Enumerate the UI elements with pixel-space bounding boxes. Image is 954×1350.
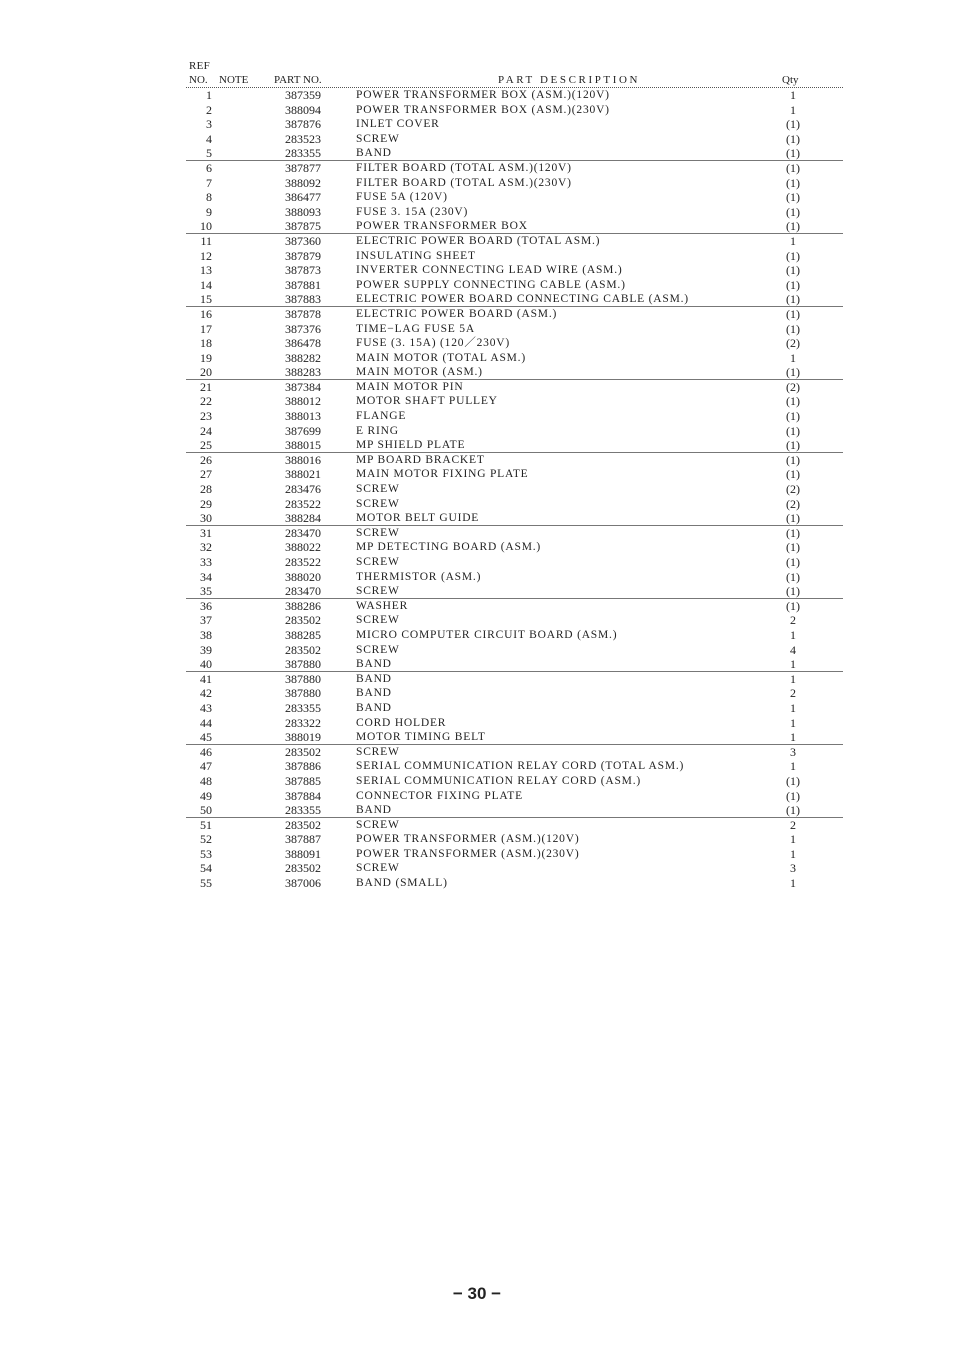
part-no-cell: 386478 [285, 336, 321, 351]
qty-cell: (1) [786, 292, 800, 307]
ref-cell: 13 [200, 263, 212, 278]
qty-cell: 2 [790, 686, 796, 701]
table-row [186, 176, 843, 191]
table-row [186, 132, 843, 147]
description-cell: WASHER [356, 599, 409, 612]
description-cell: CORD HOLDER [356, 716, 447, 729]
description-cell: SERIAL COMMUNICATION RELAY CORD (TOTAL ASM.) [356, 760, 685, 773]
part-no-cell: 283522 [285, 496, 321, 511]
description-cell: BAND (SMALL) [356, 877, 448, 890]
ref-cell: 8 [206, 190, 212, 205]
ref-cell: 54 [200, 861, 212, 876]
part-no-cell: 387884 [285, 788, 321, 803]
table-row [186, 613, 843, 628]
table-row [186, 570, 843, 585]
table-row [186, 803, 843, 818]
description-cell: POWER TRANSFORMER (ASM.)(230V) [356, 847, 580, 860]
part-no-cell: 283355 [285, 803, 321, 818]
qty-cell: 1 [790, 876, 796, 891]
description-cell: POWER TRANSFORMER (ASM.)(120V) [356, 833, 580, 846]
description-cell: FILTER BOARD (TOTAL ASM.)(120V) [356, 161, 572, 174]
part-no-cell: 387875 [285, 219, 321, 234]
table-row [186, 190, 843, 205]
part-no-cell: 388094 [285, 102, 321, 117]
table-row [186, 847, 843, 862]
ref-cell: 3 [206, 117, 212, 132]
qty-cell: 1 [790, 233, 796, 248]
table-row [186, 511, 843, 526]
table-row [186, 88, 843, 103]
description-cell: SCREW [356, 526, 400, 539]
part-no-cell: 283502 [285, 744, 321, 759]
description-cell: SCREW [356, 585, 400, 598]
ref-cell: 17 [200, 321, 212, 336]
ref-cell: 5 [206, 146, 212, 161]
qty-cell: (1) [786, 584, 800, 599]
qty-cell: (2) [786, 496, 800, 511]
ref-cell: 23 [200, 409, 212, 424]
qty-cell: (1) [786, 175, 800, 190]
part-no-cell: 387359 [285, 88, 321, 102]
part-no-cell: 388093 [285, 204, 321, 219]
qty-cell: (1) [786, 511, 800, 526]
table-row [186, 643, 843, 658]
table-row [186, 322, 843, 337]
ref-cell: 53 [200, 846, 212, 861]
qty-cell: 3 [790, 744, 796, 759]
table-row [186, 628, 843, 643]
qty-cell: 1 [790, 715, 796, 730]
description-cell: CONNECTOR FIXING PLATE [356, 789, 523, 802]
table-row [186, 453, 843, 468]
table-row [186, 774, 843, 789]
table-row [186, 672, 843, 687]
table-row [186, 263, 843, 278]
part-no-cell: 388022 [285, 540, 321, 555]
ref-cell: 51 [200, 817, 212, 832]
table-row [186, 234, 843, 249]
qty-cell: 1 [790, 102, 796, 117]
table-row [186, 686, 843, 701]
ref-cell: 31 [200, 525, 212, 540]
ref-cell: 15 [200, 292, 212, 307]
table-row [186, 424, 843, 439]
table-row [186, 103, 843, 118]
part-no-cell: 388015 [285, 438, 321, 453]
table-row [186, 730, 843, 745]
description-cell: ELECTRIC POWER BOARD (TOTAL ASM.) [356, 234, 601, 247]
ref-header-label: REF [189, 60, 211, 72]
part-no-cell: 283502 [285, 861, 321, 876]
qty-cell: 1 [790, 627, 796, 642]
description-cell: ELECTRIC POWER BOARD CONNECTING CABLE (ASM.) [356, 293, 689, 306]
ref-cell: 22 [200, 394, 212, 409]
description-cell: MP DETECTING BOARD (ASM.) [356, 541, 542, 554]
description-cell: MAIN MOTOR (ASM.) [356, 366, 483, 379]
qty-cell: (1) [786, 277, 800, 292]
part-no-cell: 387878 [285, 306, 321, 321]
part-no-cell: 387360 [285, 233, 321, 248]
qty-cell: (1) [786, 365, 800, 380]
ref-cell: 11 [200, 233, 212, 248]
qty-cell: 1 [790, 350, 796, 365]
description-cell: POWER TRANSFORMER BOX (ASM.)(120V) [356, 89, 610, 101]
qty-cell: (1) [786, 394, 800, 409]
qty-cell: (1) [786, 569, 800, 584]
qty-cell: (1) [786, 540, 800, 555]
part-no-cell: 387885 [285, 773, 321, 788]
ref-cell: 40 [200, 657, 212, 672]
part-no-cell: 387699 [285, 423, 321, 438]
no-column-header: NO. [189, 74, 208, 86]
qty-cell: (2) [786, 482, 800, 497]
qty-cell: (1) [786, 219, 800, 234]
ref-cell: 19 [200, 350, 212, 365]
qty-cell: 1 [790, 846, 796, 861]
table-row [186, 526, 843, 541]
part-no-cell: 283355 [285, 700, 321, 715]
ref-cell: 42 [200, 686, 212, 701]
description-cell: FUSE 3. 15A (230V) [356, 205, 469, 218]
part-no-cell: 283476 [285, 482, 321, 497]
description-cell: ELECTRIC POWER BOARD (ASM.) [356, 307, 558, 320]
note-column-header: NOTE [219, 74, 249, 86]
description-cell: SCREW [356, 483, 400, 496]
part-no-cell: 388013 [285, 409, 321, 424]
part-no-cell: 283470 [285, 525, 321, 540]
table-row [186, 307, 843, 322]
ref-cell: 7 [206, 175, 212, 190]
part-no-cell: 283502 [285, 642, 321, 657]
qty-cell: (1) [786, 803, 800, 818]
qty-cell: (1) [786, 248, 800, 263]
description-cell: FLANGE [356, 410, 407, 423]
part-no-column-header: PART NO. [274, 74, 322, 86]
qty-cell: (1) [786, 555, 800, 569]
part-no-cell: 388019 [285, 730, 321, 745]
table-row [186, 555, 843, 570]
ref-cell: 25 [200, 438, 212, 453]
ref-cell: 33 [200, 555, 212, 569]
part-no-cell: 388285 [285, 627, 321, 642]
ref-cell: 41 [200, 671, 212, 686]
ref-cell: 21 [200, 379, 212, 394]
ref-cell: 35 [200, 584, 212, 599]
ref-cell: 24 [200, 423, 212, 438]
qty-cell: 1 [790, 88, 796, 102]
description-cell: FUSE (3. 15A) (120／230V) [356, 337, 510, 350]
qty-cell: (1) [786, 321, 800, 336]
ref-cell: 2 [206, 102, 212, 117]
ref-cell: 20 [200, 365, 212, 380]
part-no-cell: 388282 [285, 350, 321, 365]
qty-cell: (1) [786, 204, 800, 219]
table-row [186, 292, 843, 307]
ref-cell: 47 [200, 759, 212, 774]
ref-cell: 29 [200, 496, 212, 511]
part-no-cell: 283470 [285, 584, 321, 599]
part-no-cell: 388284 [285, 511, 321, 526]
table-row [186, 497, 843, 512]
table-row [186, 832, 843, 847]
description-cell: THERMISTOR (ASM.) [356, 570, 482, 583]
table-row [186, 818, 843, 833]
table-row [186, 657, 843, 672]
table-row [186, 789, 843, 804]
description-cell: SCREW [356, 818, 400, 831]
ref-cell: 26 [200, 452, 212, 467]
qty-cell: (1) [786, 773, 800, 788]
qty-cell: (2) [786, 379, 800, 394]
table-row [186, 599, 843, 614]
table-row [186, 380, 843, 395]
description-cell: FILTER BOARD (TOTAL ASM.)(230V) [356, 176, 572, 189]
description-cell: POWER TRANSFORMER BOX (ASM.)(230V) [356, 103, 610, 116]
table-row [186, 365, 843, 380]
ref-cell: 36 [200, 598, 212, 613]
part-no-cell: 283502 [285, 613, 321, 628]
description-cell: MICRO COMPUTER CIRCUIT BOARD (ASM.) [356, 628, 618, 641]
ref-cell: 6 [206, 160, 212, 175]
ref-cell: 12 [200, 248, 212, 263]
table-row [186, 584, 843, 599]
part-no-cell: 283523 [285, 131, 321, 146]
ref-cell: 10 [200, 219, 212, 234]
part-no-cell: 388286 [285, 598, 321, 613]
description-cell: MP BOARD BRACKET [356, 453, 485, 466]
part-no-cell: 387883 [285, 292, 321, 307]
part-no-cell: 387877 [285, 160, 321, 175]
table-row [186, 351, 843, 366]
description-cell: BAND [356, 804, 392, 817]
qty-cell: (1) [786, 306, 800, 321]
description-cell: TIME−LAG FUSE 5A [356, 322, 475, 335]
table-row [186, 759, 843, 774]
part-no-cell: 388283 [285, 365, 321, 380]
table-row [186, 716, 843, 731]
table-row [186, 161, 843, 176]
qty-cell: 1 [790, 730, 796, 745]
part-no-cell: 388012 [285, 394, 321, 409]
ref-cell: 49 [200, 788, 212, 803]
description-cell: E RING [356, 424, 399, 437]
table-row [186, 745, 843, 760]
part-no-cell: 388091 [285, 846, 321, 861]
qty-cell: 1 [790, 759, 796, 774]
part-no-cell: 387887 [285, 832, 321, 847]
description-cell: MOTOR SHAFT PULLEY [356, 395, 498, 408]
qty-cell: (1) [786, 467, 800, 482]
description-cell: INVERTER CONNECTING LEAD WIRE (ASM.) [356, 264, 623, 277]
ref-cell: 50 [200, 803, 212, 818]
part-no-cell: 283522 [285, 555, 321, 569]
description-cell: SERIAL COMMUNICATION RELAY CORD (ASM.) [356, 774, 642, 787]
part-no-cell: 388020 [285, 569, 321, 584]
qty-cell: (1) [786, 409, 800, 424]
description-cell: MAIN MOTOR FIXING PLATE [356, 468, 529, 481]
ref-cell: 28 [200, 482, 212, 497]
table-row [186, 219, 843, 234]
description-cell: MAIN MOTOR (TOTAL ASM.) [356, 351, 526, 364]
ref-cell: 30 [200, 511, 212, 526]
part-no-cell: 388021 [285, 467, 321, 482]
table-row [186, 876, 843, 891]
table-row [186, 467, 843, 482]
parts-table-body [186, 88, 843, 891]
description-cell: FUSE 5A (120V) [356, 191, 448, 204]
part-no-cell: 387881 [285, 277, 321, 292]
qty-cell: (1) [786, 160, 800, 175]
description-cell: SCREW [356, 556, 400, 568]
qty-cell: (1) [786, 452, 800, 467]
ref-cell: 27 [200, 467, 212, 482]
description-cell: BAND [356, 687, 392, 700]
ref-cell: 16 [200, 306, 212, 321]
ref-cell: 44 [200, 715, 212, 730]
part-no-cell: 387880 [285, 686, 321, 701]
ref-cell: 32 [200, 540, 212, 555]
part-no-cell: 386477 [285, 190, 321, 205]
description-cell: SCREW [356, 497, 400, 510]
ref-cell: 34 [200, 569, 212, 584]
description-cell: BAND [356, 672, 392, 685]
table-row [186, 278, 843, 293]
qty-cell: (1) [786, 438, 800, 453]
description-cell: BAND [356, 658, 392, 671]
part-no-cell: 283502 [285, 817, 321, 832]
ref-cell: 55 [200, 876, 212, 891]
description-cell: SCREW [356, 862, 400, 875]
description-cell: MOTOR BELT GUIDE [356, 512, 480, 525]
qty-cell: (1) [786, 788, 800, 803]
description-cell: MP SHIELD PLATE [356, 439, 466, 452]
part-no-cell: 387876 [285, 117, 321, 132]
description-cell: POWER TRANSFORMER BOX [356, 220, 528, 233]
table-row [186, 146, 843, 161]
qty-cell: (1) [786, 190, 800, 205]
ref-cell: 4 [206, 131, 212, 146]
part-no-cell: 387880 [285, 657, 321, 672]
description-cell: MOTOR TIMING BELT [356, 731, 486, 744]
ref-cell: 38 [200, 627, 212, 642]
description-column-header: PART DESCRIPTION [498, 74, 641, 86]
table-row [186, 394, 843, 409]
part-no-cell: 387006 [285, 876, 321, 891]
qty-cell: 1 [790, 657, 796, 672]
qty-cell: (1) [786, 131, 800, 146]
description-cell: SCREW [356, 745, 400, 758]
qty-cell: (1) [786, 117, 800, 132]
qty-cell: 4 [790, 642, 796, 657]
ref-cell: 45 [200, 730, 212, 745]
table-row [186, 861, 843, 876]
qty-cell: (1) [786, 598, 800, 613]
part-no-cell: 387880 [285, 671, 321, 686]
ref-cell: 14 [200, 277, 212, 292]
description-cell: SCREW [356, 614, 400, 627]
ref-cell: 18 [200, 336, 212, 351]
part-no-cell: 387873 [285, 263, 321, 278]
ref-cell: 43 [200, 700, 212, 715]
ref-cell: 39 [200, 642, 212, 657]
part-no-cell: 283355 [285, 146, 321, 161]
table-row [186, 409, 843, 424]
qty-cell: (1) [786, 525, 800, 540]
table-row [186, 540, 843, 555]
description-cell: POWER SUPPLY CONNECTING CABLE (ASM.) [356, 278, 626, 291]
table-row [186, 438, 843, 453]
qty-cell: 3 [790, 861, 796, 876]
part-no-cell: 387886 [285, 759, 321, 774]
qty-cell: 1 [790, 671, 796, 686]
qty-cell: (1) [786, 423, 800, 438]
table-row [186, 482, 843, 497]
description-cell: BAND [356, 147, 392, 160]
table-row [186, 249, 843, 264]
ref-cell: 52 [200, 832, 212, 847]
part-no-cell: 387879 [285, 248, 321, 263]
qty-cell: 1 [790, 832, 796, 847]
description-cell: SCREW [356, 132, 400, 145]
table-row [186, 205, 843, 220]
description-cell: MAIN MOTOR PIN [356, 380, 464, 393]
part-no-cell: 283322 [285, 715, 321, 730]
qty-cell: 1 [790, 700, 796, 715]
ref-cell: 9 [206, 204, 212, 219]
ref-cell: 1 [206, 88, 212, 102]
table-row [186, 117, 843, 132]
ref-cell: 46 [200, 744, 212, 759]
qty-cell: 2 [790, 613, 796, 628]
qty-cell: 2 [790, 817, 796, 832]
description-cell: INSULATING SHEET [356, 249, 476, 262]
page-number: − 30 − [452, 1284, 502, 1303]
qty-column-header: Qty [782, 74, 799, 86]
table-row [186, 336, 843, 351]
table-header [186, 73, 843, 88]
qty-cell: (1) [786, 146, 800, 161]
part-no-cell: 387384 [285, 379, 321, 394]
ref-cell: 48 [200, 773, 212, 788]
qty-cell: (2) [786, 336, 800, 351]
part-no-cell: 388016 [285, 452, 321, 467]
part-no-cell: 387376 [285, 321, 321, 336]
part-no-cell: 388092 [285, 175, 321, 190]
qty-cell: (1) [786, 263, 800, 278]
table-row [186, 701, 843, 716]
description-cell: INLET COVER [356, 118, 440, 131]
description-cell: SCREW [356, 643, 400, 656]
description-cell: BAND [356, 701, 392, 714]
ref-cell: 37 [200, 613, 212, 628]
